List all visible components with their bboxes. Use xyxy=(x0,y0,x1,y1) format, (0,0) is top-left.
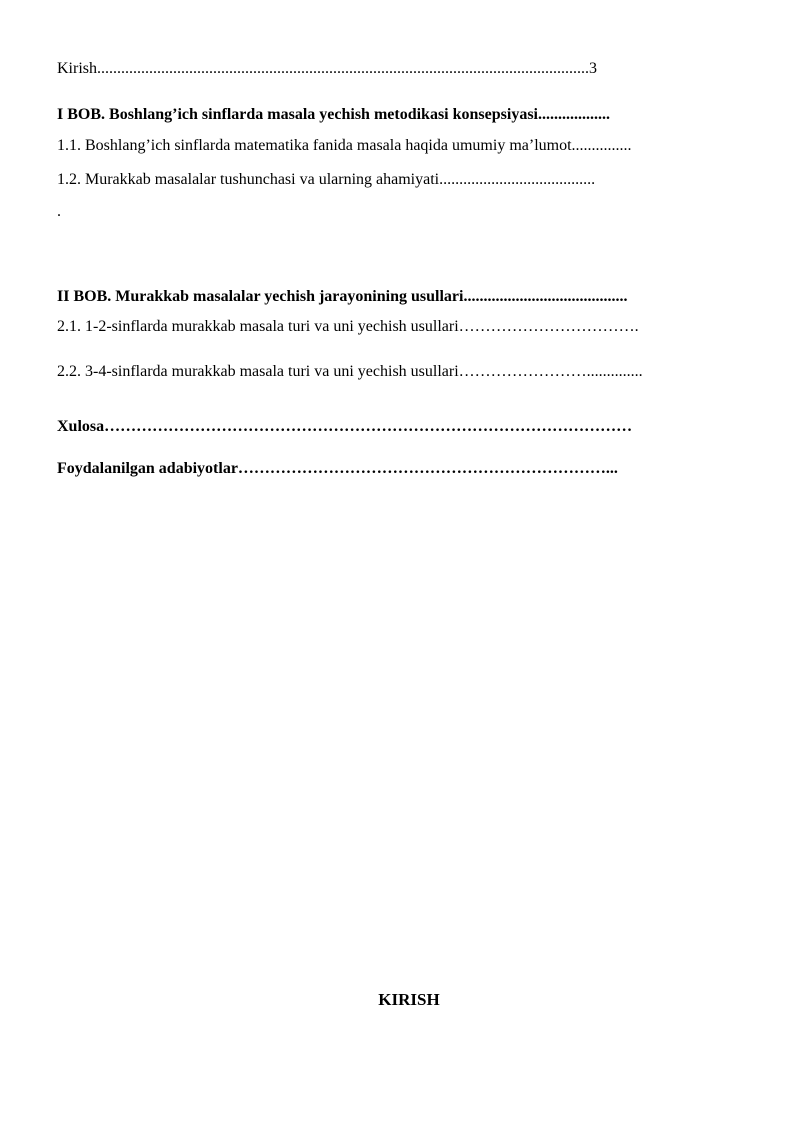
toc-entry-intro: Kirish...........................................................................................................................3 xyxy=(57,60,597,77)
stray-dot: . xyxy=(57,203,61,220)
toc-section-2-2: 2.2. 3-4-sinflarda murakkab masala turi va uni yechish usullari…………………….............. xyxy=(57,363,643,380)
toc-section-1-2: 1.2. Murakkab masalalar tushunchasi va ularning ahamiyati....................................... xyxy=(57,171,596,188)
toc-section-2-1: 2.1. 1-2-sinflarda murakkab masala turi va uni yechish usullari……………………………. xyxy=(57,318,639,335)
toc-section-1-1: 1.1. Boshlang’ich sinflarda matematika fanida masala haqida umumiy ma’lumot............... xyxy=(57,137,632,154)
toc-chapter-2-title: II BOB. Murakkab masalalar yechish jarayonining usullari......................................... xyxy=(57,288,628,305)
toc-entry-references: Foydalanilgan adabiyotlar……………………………………………………………... xyxy=(57,460,618,477)
toc-entry-conclusion: Xulosa……………………………………………………………………………………… xyxy=(57,418,633,435)
toc-chapter-1-title: I BOB. Boshlang’ich sinflarda masala yechish metodikasi konsepsiyasi.................. xyxy=(57,106,610,123)
section-heading-kirish: KIRISH xyxy=(378,990,440,1009)
